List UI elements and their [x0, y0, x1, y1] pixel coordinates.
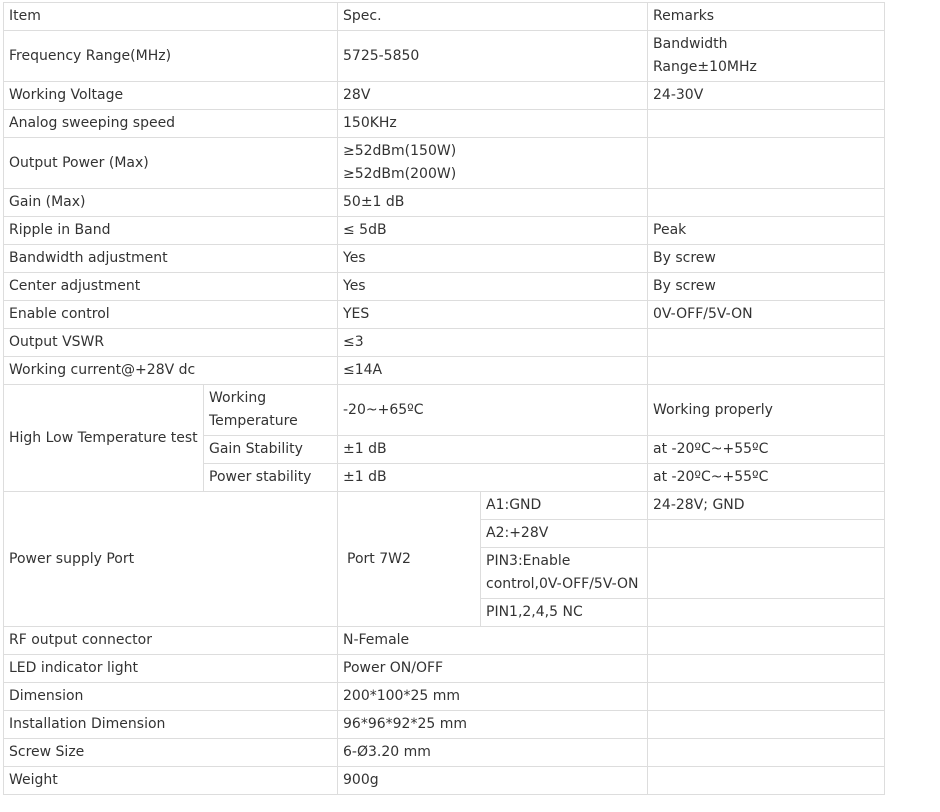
row-item: Gain (Max): [4, 189, 338, 217]
row-spec: ±1 dB: [338, 436, 648, 464]
row-spec: Power ON/OFF: [338, 655, 648, 683]
row-item: Bandwidth adjustment: [4, 245, 338, 273]
row-remarks: at -20ºC~+55ºC: [648, 464, 885, 492]
row-spec: ≤3: [338, 329, 648, 357]
header-remarks: Remarks: [648, 3, 885, 31]
remark-line: Bandwidth: [653, 36, 728, 52]
power-supply-label: Power supply Port: [4, 492, 338, 627]
row-spec: Yes: [338, 273, 648, 301]
sub-item-line: Working: [209, 390, 267, 406]
row-spec: ≤ 5dB: [338, 217, 648, 245]
row-spec: -20~+65ºC: [338, 385, 648, 436]
row-remarks: [648, 548, 885, 599]
row-item: Screw Size: [4, 739, 338, 767]
row-remarks: 0V-OFF/5V-ON: [648, 301, 885, 329]
table-row: [4, 655, 885, 683]
row-remarks: [648, 520, 885, 548]
pin-line: PIN3:Enable: [486, 553, 571, 569]
table-row: [4, 138, 885, 189]
table-row: [4, 711, 885, 739]
temperature-test-label: High Low Temperature test: [4, 385, 204, 492]
table-row: [4, 110, 885, 138]
sub-item: Gain Stability: [204, 436, 338, 464]
sub-item: [204, 385, 338, 436]
table-header-row: [4, 3, 885, 31]
table-row-temperature: [4, 385, 885, 436]
table-row: [4, 82, 885, 110]
row-remarks: [648, 711, 885, 739]
row-remarks: Working properly: [648, 385, 885, 436]
spec-table: [3, 2, 885, 795]
table-row: [4, 217, 885, 245]
row-item: Output Power (Max): [4, 138, 338, 189]
table-row: [4, 273, 885, 301]
row-item: Output VSWR: [4, 329, 338, 357]
header-item: Item: [4, 3, 338, 31]
sub-item: Power stability: [204, 464, 338, 492]
row-remarks: Peak: [648, 217, 885, 245]
pin-cell: PIN1,2,4,5 NC: [481, 599, 648, 627]
table-row: [4, 739, 885, 767]
row-item: Frequency Range(MHz): [4, 31, 338, 82]
row-remarks: [648, 189, 885, 217]
spec-line: ≥52dBm(200W): [343, 166, 457, 182]
row-spec: ≤14A: [338, 357, 648, 385]
row-spec: 6-Ø3.20 mm: [338, 739, 648, 767]
table-row: [4, 189, 885, 217]
table-row: [4, 683, 885, 711]
row-remarks: By screw: [648, 273, 885, 301]
row-spec: 50±1 dB: [338, 189, 648, 217]
row-remarks: [648, 627, 885, 655]
row-spec: 5725-5850: [338, 31, 648, 82]
row-spec: 28V: [338, 82, 648, 110]
pin-cell: [481, 548, 648, 599]
table-row-power-supply: [4, 492, 885, 520]
row-spec: [338, 138, 648, 189]
sub-item-line: Temperature: [209, 413, 298, 429]
table-row: [4, 767, 885, 795]
row-spec: 200*100*25 mm: [338, 683, 648, 711]
remark-line: Range±10MHz: [653, 59, 757, 75]
row-spec: ±1 dB: [338, 464, 648, 492]
row-remarks: 24-28V; GND: [648, 492, 885, 520]
row-item: Analog sweeping speed: [4, 110, 338, 138]
row-remarks: [648, 110, 885, 138]
row-item: Working current@+28V dc: [4, 357, 338, 385]
row-remarks: [648, 767, 885, 795]
row-remarks: [648, 31, 885, 82]
row-remarks: [648, 739, 885, 767]
row-remarks: [648, 357, 885, 385]
row-spec: Yes: [338, 245, 648, 273]
table-row: [4, 627, 885, 655]
row-item: Installation Dimension: [4, 711, 338, 739]
row-remarks: at -20ºC~+55ºC: [648, 436, 885, 464]
table-row: [4, 357, 885, 385]
row-item: Enable control: [4, 301, 338, 329]
pin-line: control,0V-OFF/5V-ON: [486, 576, 639, 592]
row-spec: 150KHz: [338, 110, 648, 138]
row-remarks: [648, 138, 885, 189]
table-row: [4, 329, 885, 357]
row-remarks: [648, 599, 885, 627]
row-remarks: [648, 329, 885, 357]
header-spec: Spec.: [338, 3, 648, 31]
row-remarks: By screw: [648, 245, 885, 273]
row-spec: N-Female: [338, 627, 648, 655]
row-item: RF output connector: [4, 627, 338, 655]
table-row: [4, 31, 885, 82]
table-row: [4, 245, 885, 273]
row-item: Ripple in Band: [4, 217, 338, 245]
row-spec: YES: [338, 301, 648, 329]
pin-cell: A2:+28V: [481, 520, 648, 548]
row-remarks: [648, 683, 885, 711]
row-item: Working Voltage: [4, 82, 338, 110]
spec-line: ≥52dBm(150W): [343, 143, 457, 159]
row-item: LED indicator light: [4, 655, 338, 683]
row-item: Weight: [4, 767, 338, 795]
row-item: Dimension: [4, 683, 338, 711]
row-item: Center adjustment: [4, 273, 338, 301]
table-row: [4, 301, 885, 329]
row-spec: 96*96*92*25 mm: [338, 711, 648, 739]
row-remarks: 24-30V: [648, 82, 885, 110]
power-supply-spec: Port 7W2: [338, 492, 481, 627]
pin-cell: A1:GND: [481, 492, 648, 520]
row-remarks: [648, 655, 885, 683]
row-spec: 900g: [338, 767, 648, 795]
